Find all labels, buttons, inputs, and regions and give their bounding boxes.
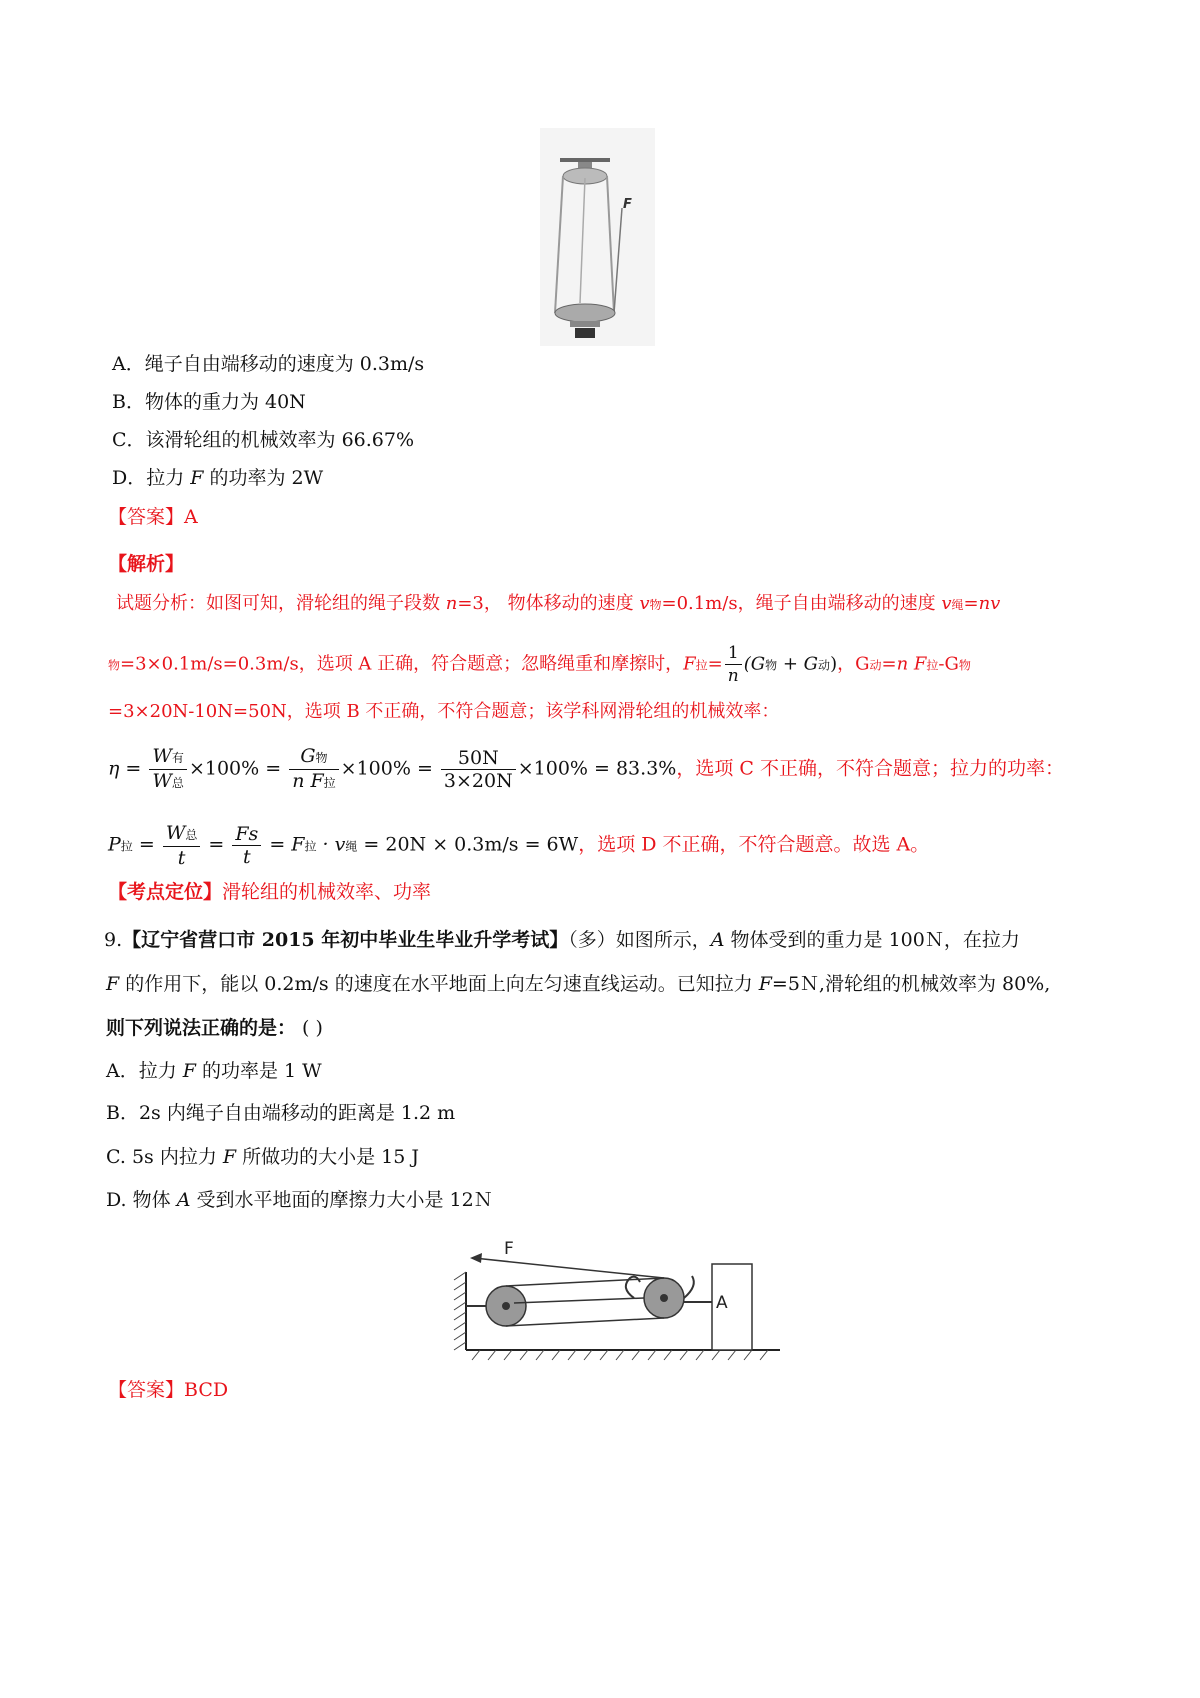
fraction-w-you-w-zong: $\frac{\text{W有}}{\text{W总}}$ (149, 745, 187, 794)
q8-option-a: A．绳子自由端移动的速度为 0.3m/s (112, 353, 425, 375)
q9-stem-line2: F 的作用下，能以 0.2m/s 的速度在水平地面上向左匀速直线运动。已知拉力 F=5Ｎ,滑轮组的机械效率为 80%, (106, 973, 1051, 995)
force-label-f: F (504, 1239, 514, 1259)
block-a-label: A (716, 1293, 728, 1313)
q8-power-formula: P拉 = $\frac{\text{W总}}{t}$ = $\frac{Fs}{t}$ = F拉 · v绳 = 20N × 0.3m/s = 6W，选项 D 不正确，不符合题意。故选 A。 (108, 822, 930, 869)
q8-kaodian: 【考点定位】滑轮组的机械效率、功率 (108, 881, 432, 903)
fraction-g-over-nf: $\frac{\text{G物}}{\text{n F拉}}$ (289, 745, 338, 794)
ceiling-bar (560, 158, 610, 162)
fraction-one-over-n: $\frac{1}{n}$ (725, 642, 742, 687)
weight-block (575, 328, 595, 338)
q9-option-c: C. 5s 内拉力 F 所做功的大小是 15 J (106, 1146, 419, 1168)
hook-right (684, 1276, 694, 1298)
fraction-w-over-t: $\frac{\text{W总}}{t}$ (163, 822, 201, 869)
ground-hatching (472, 1350, 768, 1360)
q8-answer: 【答案】A (108, 506, 198, 528)
force-arrow-line (474, 1258, 664, 1278)
force-label-f: F (623, 197, 632, 212)
fraction-50n: $\frac{50N}{3\times 20N}$ (441, 747, 516, 792)
movable-pulley-center (660, 1294, 668, 1302)
q8-efficiency-formula: η = $\frac{\text{W有}}{\text{W总}}$ ×100% = $\frac{\text{G物}}{\text{n F拉}}$ ×100% = $\frac{50N}{3\times 20N}$ ×100% = 83.3%，选项 C 不正确，不符合题意；拉力的功率： (108, 745, 1064, 792)
q8-analysis-tag: 【解析】 (108, 553, 185, 575)
bottom-pulley (555, 304, 615, 322)
horizontal-pulley-figure (444, 1228, 780, 1364)
q8-option-c: C．该滑轮组的机械效率为 66.67% (112, 429, 415, 451)
force-arrow-head (470, 1253, 482, 1263)
rope-top (506, 1278, 664, 1286)
q8-option-b: B．物体的重力为 40N (112, 391, 306, 413)
q9-option-b: B．2s 内绳子自由端移动的距离是 1.2 m (106, 1102, 456, 1124)
q8-analysis-line1: 试题分析：如图可知，滑轮组的绳子段数 n=3， 物体移动的速度 v物=0.1m/s，绳子自由端移动的速度 v绳=nv (116, 593, 1001, 614)
q8-analysis-line2: 物=3×0.1m/s=0.3m/s，选项 A 正确，符合题意；忽略绳重和摩擦时，F拉= $\frac{1}{n}$ (G物 + G动)，G动=n F拉-G物 (108, 643, 971, 686)
rope-middle (514, 1298, 644, 1303)
q9-answer: 【答案】BCD (108, 1379, 229, 1401)
rope-bottom (506, 1318, 664, 1326)
q9-stem-line3: 则下列说法正确的是： ( ) (106, 1017, 323, 1039)
q8-analysis-line3: =3×20N-10N=50N，选项 B 不正确，不符合题意；该学科网滑轮组的机械效率： (108, 701, 780, 722)
pulley-figure (540, 128, 655, 346)
fixed-pulley-center (502, 1302, 510, 1310)
q8-option-d: D．拉力 F 的功率为 2W (112, 467, 324, 489)
wall-hatching (454, 1272, 466, 1350)
q9-option-a: A．拉力 F 的功率是 1 W (106, 1060, 322, 1082)
q9-stem-line1: 9.【辽宁省营口市 2015 年初中毕业生毕业升学考试】（多）如图所示，A 物体受到的重力是 100Ｎ，在拉力 (104, 929, 1020, 951)
fraction-fs-over-t: $\frac{Fs}{t}$ (232, 823, 261, 868)
q9-option-d: D. 物体 A 受到水平地面的摩擦力大小是 12Ｎ (106, 1189, 493, 1211)
bottom-frame (570, 321, 600, 327)
